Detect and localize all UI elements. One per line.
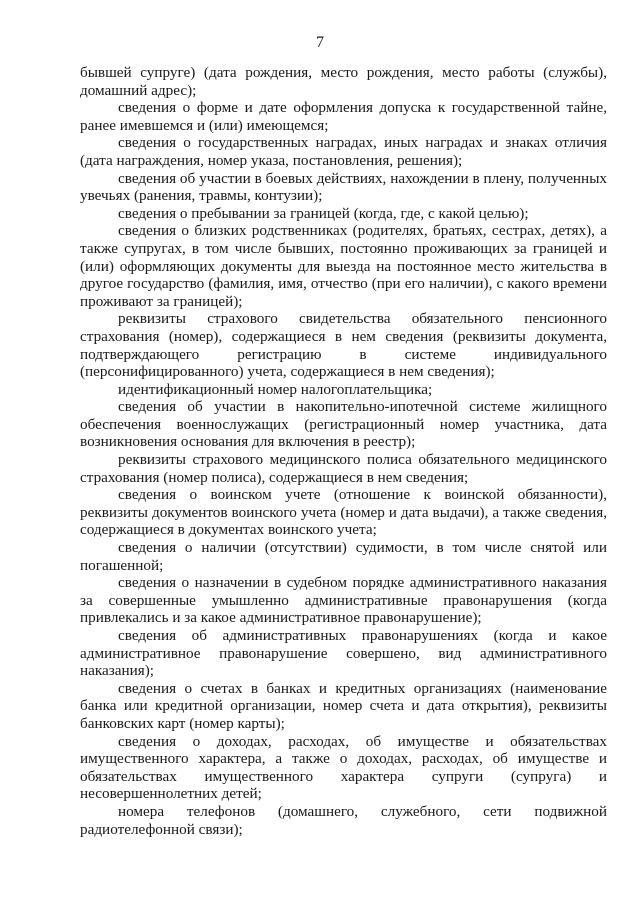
paragraph-combat-participation: сведения об участии в боевых действиях, нахождении в плену, полученных увечьях (ранения, травмы, контузии); <box>80 169 607 205</box>
paragraph-bank-accounts: сведения о счетах в банках и кредитных организациях (наименование банка или кредитной организации, номер счета и дата открытия), реквизиты банковских карт (номер карты); <box>80 679 607 732</box>
paragraph-close-relatives: сведения о близких родственниках (родителях, братьях, сестрах, детях), а также супругах, в том числе бывших, постоянно проживающих за границей и (или) оформляющих документы для выезда на постоянное место жительства в другое государство (фамилия, имя, отчество (при его наличии), с какого времени проживают за границей); <box>80 222 607 310</box>
paragraph-income-property: сведения о доходах, расходах, об имуществе и обязательствах имущественного характера, а также о доходах, расходах, об имуществе и обязательствах имущественного характера супруги (супруга) и несовершеннолетних детей; <box>80 732 607 803</box>
paragraph-phone-numbers: номера телефонов (домашнего, служебного, сети подвижной радиотелефонной связи); <box>80 802 607 838</box>
document-body <box>80 64 607 838</box>
paragraph-state-secret-clearance: сведения о форме и дате оформления допуска к государственной тайне, ранее имевшемся и (или) имеющемся; <box>80 99 607 134</box>
paragraph-stays-abroad: сведения о пребывании за границей (когда, где, с какой целью); <box>118 204 529 222</box>
paragraph-medical-insurance: реквизиты страхового медицинского полиса обязательного медицинского страхования (номер полиса), содержащиеся в нем сведения; <box>80 451 607 486</box>
paragraph-military-registration: сведения о воинском учете (отношение к воинской обязанности), реквизиты документов воинского учета (номер и дата выдачи), а также сведения, содержащиеся в документах воинского учета; <box>80 486 607 539</box>
paragraph-court-administrative-penalty: сведения о назначении в судебном порядке административного наказания за совершенные умышленно административные правонарушения (когда привлекались и за какое административное правонарушение); <box>80 574 607 627</box>
paragraph-former-spouse-details: бывшей супруге) (дата рождения, место рождения, место работы (службы), домашний адрес); <box>80 64 607 99</box>
paragraph-administrative-offenses: сведения об административных правонарушениях (когда и какое административное правонарушение совершено, вид административного наказания); <box>80 627 607 680</box>
paragraph-state-awards: сведения о государственных наградах, иных наградах и знаках отличия (дата награждения, номер указа, постановления, решения); <box>80 134 607 169</box>
paragraph-taxpayer-id: идентификационный номер налогоплательщика; <box>118 380 433 398</box>
paragraph-pension-insurance: реквизиты страхового свидетельства обязательного пенсионного страхования (номер), содержащиеся в нем сведения (реквизиты документа, подтверждающего регистрацию в системе индивидуального (персонифицированного) учета, содержащиеся в нем сведения); <box>80 310 607 381</box>
paragraph-criminal-record: сведения о наличии (отсутствии) судимости, в том числе снятой или погашенной; <box>80 539 607 574</box>
page-number: 7 <box>316 34 324 51</box>
paragraph-mortgage-system: сведения об участии в накопительно-ипотечной системе жилищного обеспечения военнослужащих (регистрационный номер участника, дата возникновения основания для включения в реестр); <box>80 398 607 451</box>
